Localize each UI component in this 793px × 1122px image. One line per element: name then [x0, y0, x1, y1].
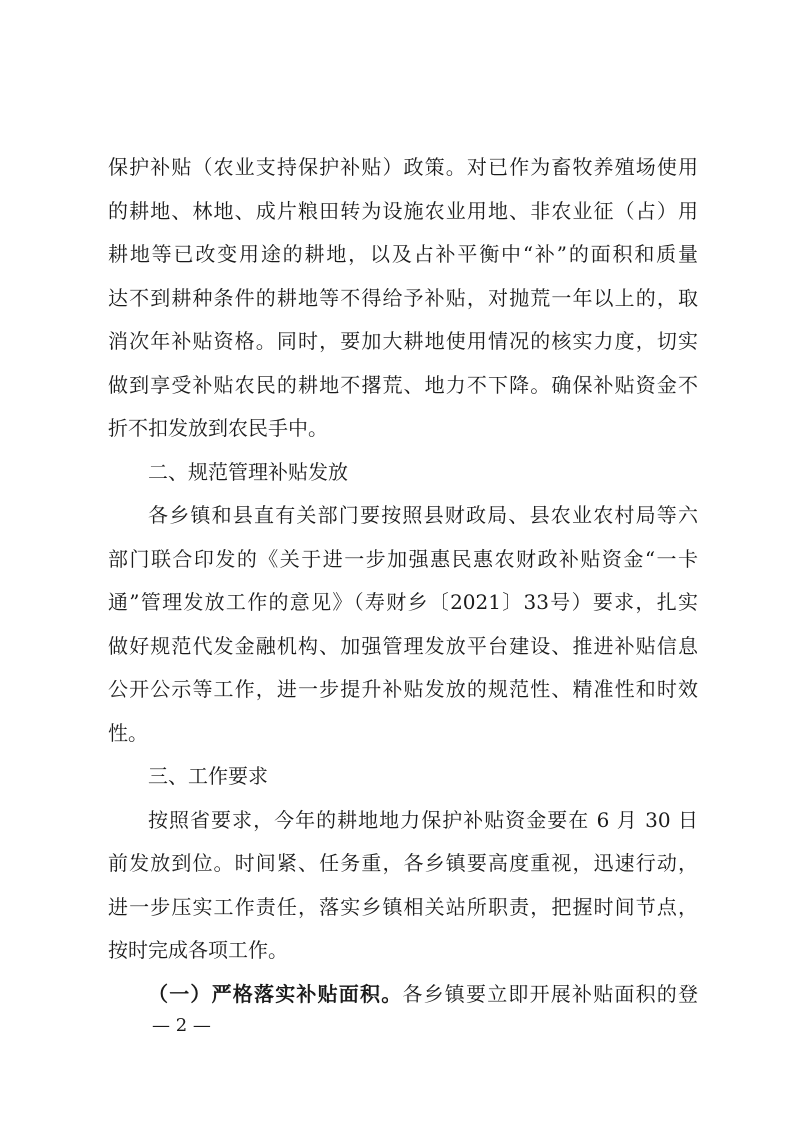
text-line: 做好规范代发金融机构、加强管理发放平台建设、推进补贴信息: [108, 633, 698, 658]
text-line: 做到享受补贴农民的耕地不撂荒、地力不下降。确保补贴资金不: [108, 372, 698, 397]
text-line: 耕地等已改变用途的耕地，以及占补平衡中“补”的面积和质量: [108, 242, 698, 266]
text-line: 性。: [108, 720, 148, 745]
text-line: 公开公示等工作，进一步提升补贴发放的规范性、精准性和时效: [108, 677, 698, 701]
text-line: 达不到耕种条件的耕地等不得给予补贴，对抛荒一年以上的，取: [108, 285, 698, 310]
text-line: 通”管理发放工作的意见》（寿财乡〔2021〕33号）要求，扎实: [108, 590, 698, 614]
text-line: 进一步压实工作责任，落实乡镇相关站所职责，把握时间节点，: [108, 894, 698, 919]
section-heading: 二、规范管理补贴发放: [148, 459, 348, 484]
body-text: [108, 146, 698, 1016]
text-line: 部门联合印发的《关于进一步加强惠民惠农财政补贴资金“一卡: [108, 546, 698, 571]
page-number: — 2 —: [152, 1015, 211, 1036]
text-line: 保护补贴（农业支持保护补贴）政策。对已作为畜牧养殖场使用: [108, 155, 698, 179]
text-line: 按时完成各项工作。: [108, 938, 288, 962]
text-line: 折不扣发放到农民手中。: [108, 416, 328, 440]
text-line: 按照省要求，今年的耕地地力保护补贴资金要在 6 月 30 日: [148, 807, 698, 832]
subsection-text: 各乡镇要立即开展补贴面积的登: [402, 981, 699, 1006]
text-line: [108, 973, 698, 1017]
text-line: 各乡镇和县直有关部门要按照县财政局、县农业农村局等六: [148, 503, 698, 527]
subsection-lead: （一）严格落实补贴面积。: [148, 981, 403, 1006]
text-line: 前发放到位。时间紧、任务重，各乡镇要高度重视，迅速行动，: [108, 851, 698, 875]
section-heading: 三、工作要求: [148, 764, 268, 788]
text-line: 消次年补贴资格。同时，要加大耕地使用情况的核实力度，切实: [108, 329, 698, 353]
text-line: 的耕地、林地、成片粮田转为设施农业用地、非农业征（占）用: [108, 198, 698, 223]
